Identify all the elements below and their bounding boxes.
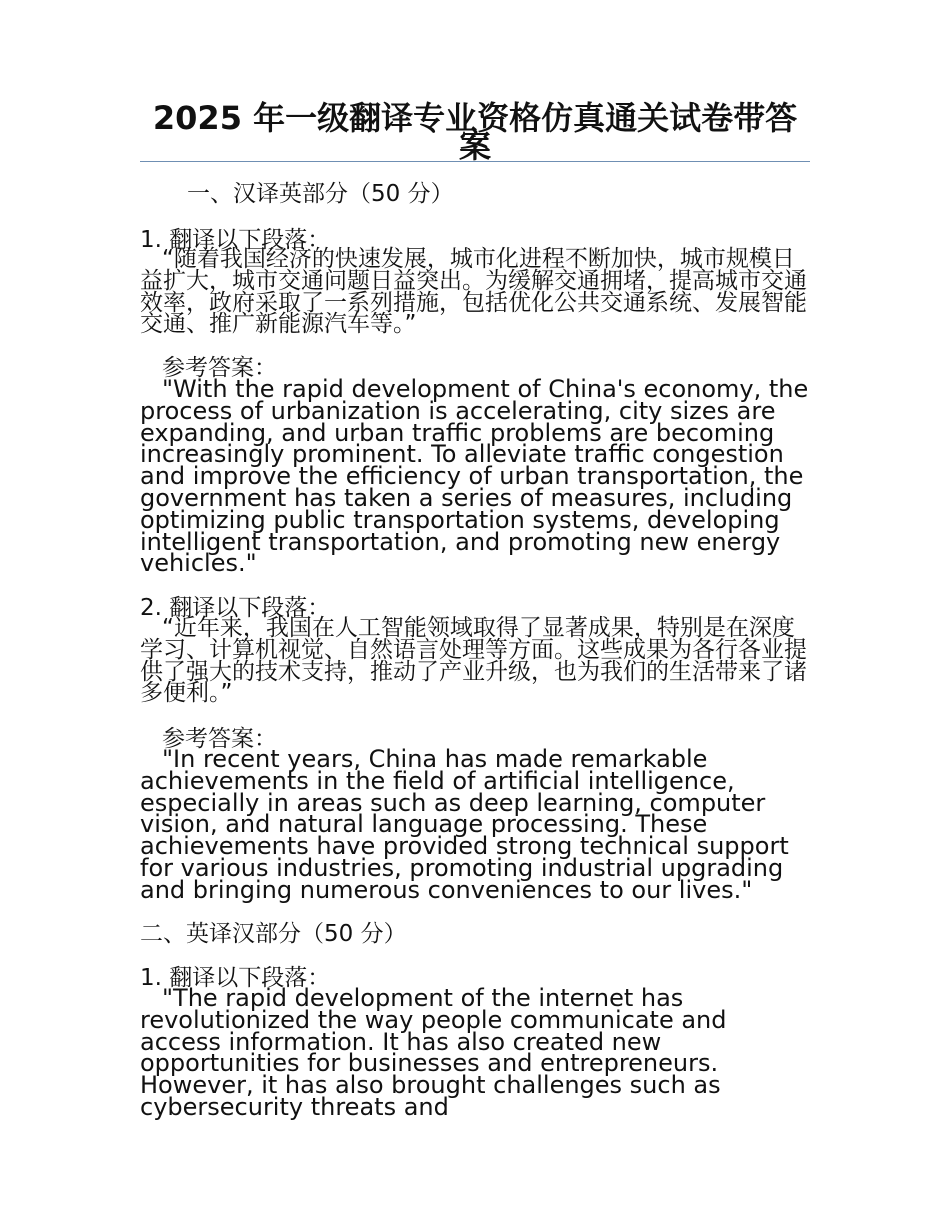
question-label: 1. 翻译以下段落： <box>140 965 331 991</box>
answer-label: 参考答案： <box>162 355 277 381</box>
document-title: 2025 年一级翻译专业资格仿真通关试卷带答案 <box>152 99 798 165</box>
answer-text: "In recent years, China has made remarkable achievements in the field of artificial intelligence, especially in areas such as deep learning, computer vision, and natural language processing. These achievements have provided strong technical support for various industries, promoting industrial upgrading and bringing numerous conveniences to our lives." <box>140 745 789 904</box>
title-divider <box>140 161 810 162</box>
question-label: 2. 翻译以下段落： <box>140 595 331 621</box>
question-source-text: “近年来，我国在人工智能领域取得了显著成果，特别是在深度学习、计算机视觉、自然语言处理等方面。这些成果为各行各业提供了强大的技术支持，推动了产业升级，也为我们的生活带来了诸多便利。” <box>140 615 807 707</box>
question-label: 1. 翻译以下段落： <box>140 227 331 253</box>
question-source-text: “随着我国经济的快速发展，城市化进程不断加快，城市规模日益扩大，城市交通问题日益突出。为缓解交通拥堵，提高城市交通效率，政府采取了一系列措施，包括优化公共交通系统、发展智能交通、推广新能源汽车等。” <box>140 246 807 338</box>
section-heading-2: 二、英译汉部分（50 分） <box>140 921 407 947</box>
answer-label: 参考答案： <box>162 726 277 752</box>
answer-text: "With the rapid development of China's economy, the process of urbanization is accelerating, city sizes are expanding, and urban traffic problems are becoming increasingly prominent. To alleviate traffic congestion and improve the efficiency of urban transportation, the government has taken a series of measures, including optimizing public transportation systems, developing intelligent transportation, and promoting new energy vehicles." <box>140 375 809 578</box>
question-source-text: "The rapid development of the internet has revolutionized the way people communicate and access information. It has also created new opportunities for businesses and entrepreneurs. However, it has also brought challenges such as cybersecurity threats and <box>140 984 727 1121</box>
section-heading-1: 一、汉译英部分（50 分） <box>187 181 454 207</box>
